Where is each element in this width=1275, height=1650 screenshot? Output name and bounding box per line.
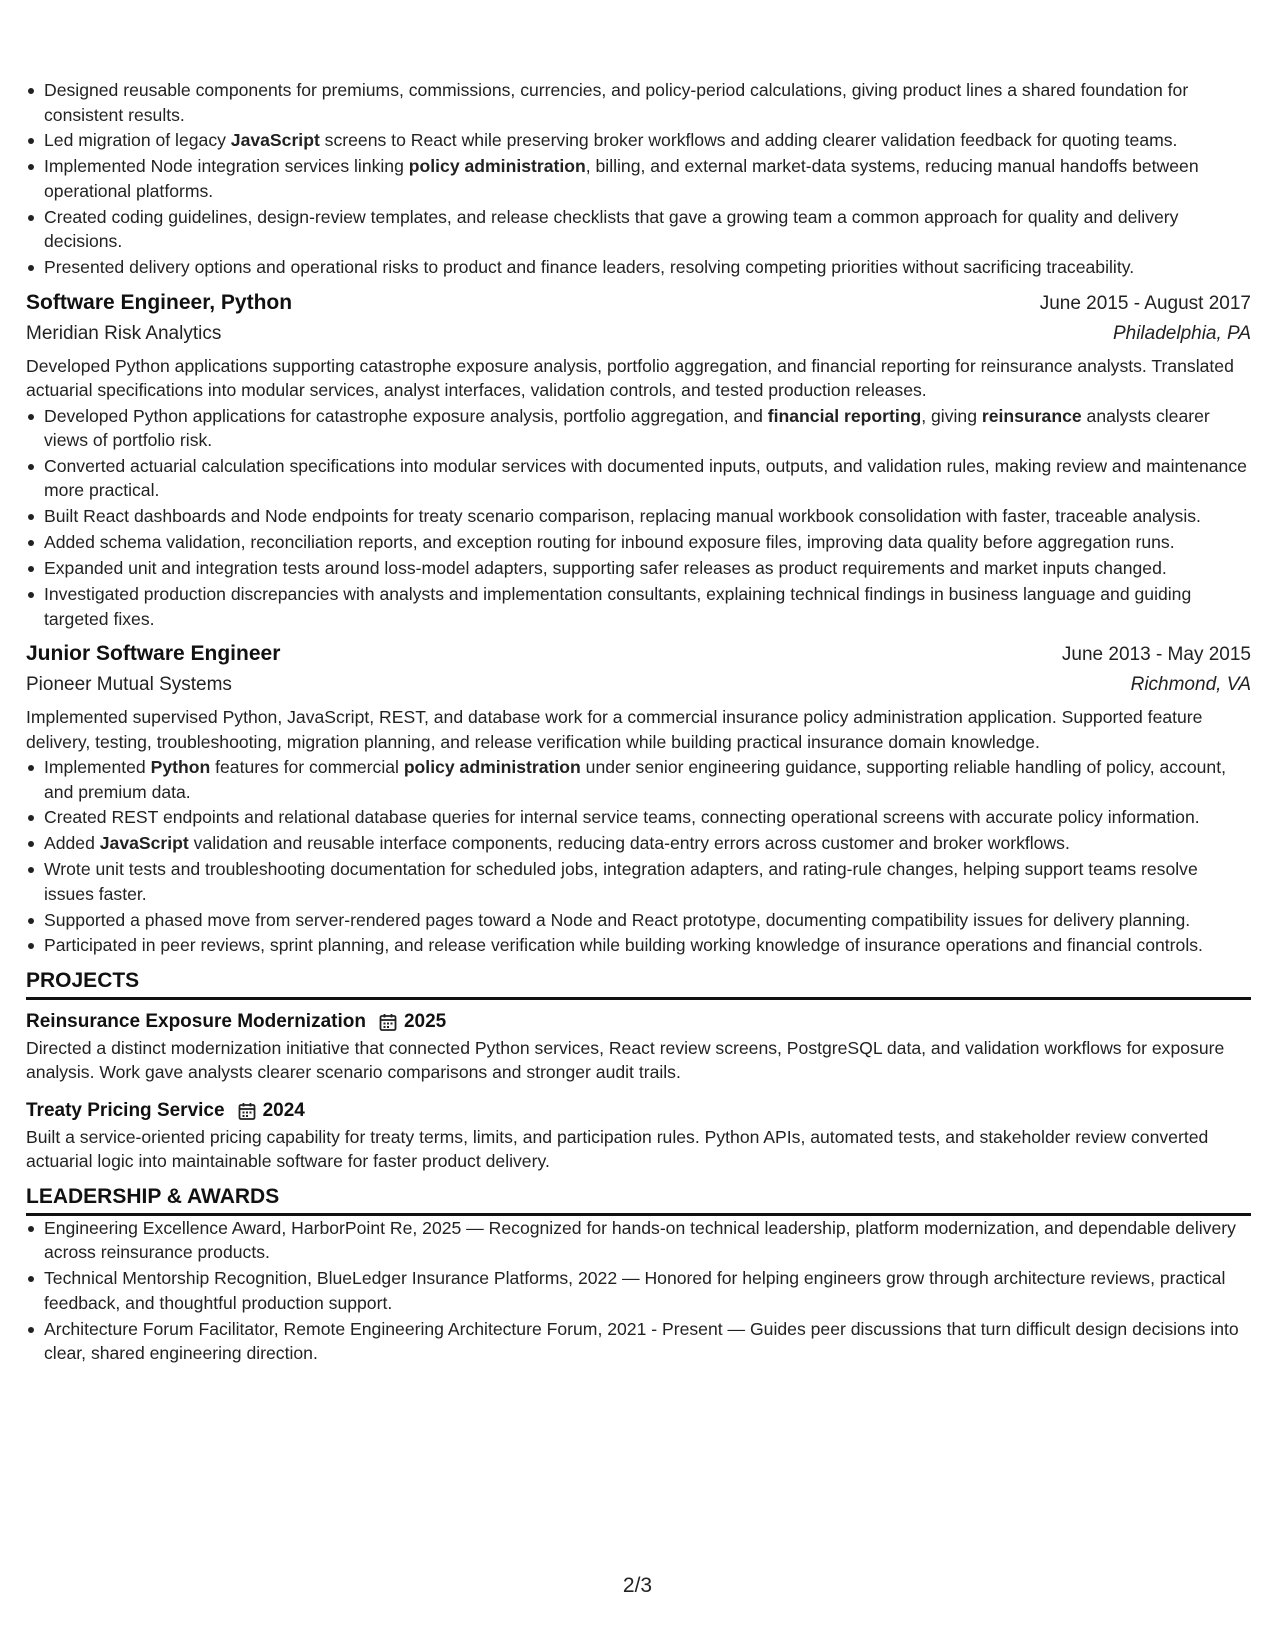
bullet-item: Developed Python applications for catastrophe exposure analysis, portfolio aggregation, and financial reporting, giving reinsurance analysts clearer views of portfolio risk. [44, 404, 1251, 453]
job-entry [26, 288, 1251, 631]
emphasis-text: reinsurance [981, 405, 1082, 426]
awards-heading: LEADERSHIP & AWARDS [26, 1183, 1251, 1216]
bullet-item: Designed reusable components for premiums, commissions, currencies, and policy-period calculations, giving product lines a shared foundation for consistent results. [44, 78, 1251, 127]
award-item: Engineering Excellence Award, HarborPoint Re, 2025 — Recognized for hands-on technical leadership, platform modernization, and dependable delivery across reinsurance products. [44, 1216, 1251, 1265]
job-company: Meridian Risk Analytics [26, 322, 222, 344]
job-title: Software Engineer, Python [26, 290, 293, 314]
intro-bullet-list [26, 78, 1251, 280]
bullet-item: Implemented Python features for commercial policy administration under senior engineering guidance, supporting reliable handling of policy, account, and premium data. [44, 755, 1251, 804]
bullet-item: Expanded unit and integration tests around loss-model adapters, supporting safer releases as product requirements and market inputs changed. [44, 556, 1251, 581]
calendar-icon [237, 1101, 257, 1121]
project-name: Treaty Pricing Service [26, 1099, 225, 1121]
awards-list [26, 1216, 1251, 1366]
project-entry [26, 1008, 1251, 1085]
award-item: Technical Mentorship Recognition, BlueLedger Insurance Platforms, 2022 — Honored for helping engineers grow through architecture reviews, practical feedback, and thoughtful production support. [44, 1266, 1251, 1315]
bullet-item: Wrote unit tests and troubleshooting documentation for scheduled jobs, integration adapters, and rating-rule changes, helping support teams resolve issues faster. [44, 857, 1251, 906]
bullet-item: Participated in peer reviews, sprint planning, and release verification while building working knowledge of insurance operations and financial controls. [44, 933, 1251, 958]
bullet-item: Added JavaScript validation and reusable interface components, reducing data-entry errors across customer and broker workflows. [44, 831, 1251, 856]
emphasis-text: policy administration [403, 757, 581, 778]
projects-heading: PROJECTS [26, 967, 1251, 1000]
bullet-item: Supported a phased move from server-rendered pages toward a Node and React prototype, documenting compatibility issues for delivery planning. [44, 908, 1251, 933]
project-year: 2025 [403, 1010, 447, 1032]
job-company: Pioneer Mutual Systems [26, 674, 232, 696]
bullet-item: Created coding guidelines, design-review templates, and release checklists that gave a growing team a common approach for quality and delivery decisions. [44, 205, 1251, 254]
job-summary: Implemented supervised Python, JavaScript, REST, and database work for a commercial insurance policy administration application. Supported feature delivery, testing, troubleshooting, migration planning, and release verification while building practical insurance domain knowledge. [26, 707, 1203, 752]
emphasis-text: JavaScript [99, 833, 189, 854]
bullet-item: Investigated production discrepancies with analysts and implementation consultants, explaining technical findings in business language and guiding targeted fixes. [44, 582, 1251, 631]
job-location: Richmond, VA [1130, 674, 1251, 696]
job-bullet-list [26, 404, 1251, 631]
job-bullet-list [26, 755, 1251, 958]
bullet-item: Implemented Node integration services linking policy administration, billing, and external market-data systems, reducing manual handoffs between operational platforms. [44, 154, 1251, 203]
job-summary: Developed Python applications supporting catastrophe exposure analysis, portfolio aggregation, and financial reporting for reinsurance analysts. Translated actuarial specifications into modular services, analyst interfaces, validation controls, and tested production releases. [26, 355, 1234, 401]
calendar-icon [378, 1012, 398, 1032]
bullet-item: Built React dashboards and Node endpoints for treaty scenario comparison, replacing manual workbook consolidation with faster, traceable analysis. [44, 504, 1251, 529]
resume-page [26, 78, 1251, 1367]
job-dates: June 2013 - May 2015 [1061, 644, 1251, 666]
job-location: Philadelphia, PA [1112, 322, 1251, 344]
job-title: Junior Software Engineer [26, 642, 281, 666]
job-entry [26, 639, 1251, 958]
bullet-item: Led migration of legacy JavaScript screens to React while preserving broker workflows and adding clearer validation feedback for quoting teams. [44, 128, 1251, 153]
emphasis-text: Python [150, 757, 211, 778]
project-description: Directed a distinct modernization initiative that connected Python services, React review screens, PostgreSQL data, and validation workflows for exposure analysis. Work gave analysts clearer scenario comparisons and stronger audit trails. [26, 1037, 1225, 1083]
project-year: 2024 [262, 1099, 305, 1121]
project-name: Reinsurance Exposure Modernization [26, 1010, 366, 1032]
emphasis-text: financial reporting [767, 405, 922, 426]
emphasis-text: policy administration [408, 156, 586, 177]
award-item: Architecture Forum Facilitator, Remote Engineering Architecture Forum, 2021 - Present — Guides peer discussions that turn difficult design decisions into clear, shared engineering direction. [44, 1317, 1251, 1366]
project-entry [26, 1097, 1251, 1174]
project-description: Built a service-oriented pricing capability for treaty terms, limits, and participation rules. Python APIs, automated tests, and stakeholder review converted actuarial logic into maintainable software for faster product delivery. [26, 1126, 1209, 1172]
job-dates: June 2015 - August 2017 [1039, 292, 1251, 314]
page-number: 2/3 [622, 1574, 653, 1597]
bullet-item: Converted actuarial calculation specifications into modular services with documented inputs, outputs, and validation rules, making review and maintenance more practical. [44, 454, 1251, 503]
bullet-item: Presented delivery options and operational risks to product and finance leaders, resolving competing priorities without sacrificing traceability. [44, 255, 1251, 280]
bullet-item: Added schema validation, reconciliation reports, and exception routing for inbound exposure files, improving data quality before aggregation runs. [44, 530, 1251, 555]
bullet-item: Created REST endpoints and relational database queries for internal service teams, connecting operational screens with accurate policy information. [44, 805, 1251, 830]
emphasis-text: JavaScript [230, 130, 320, 151]
